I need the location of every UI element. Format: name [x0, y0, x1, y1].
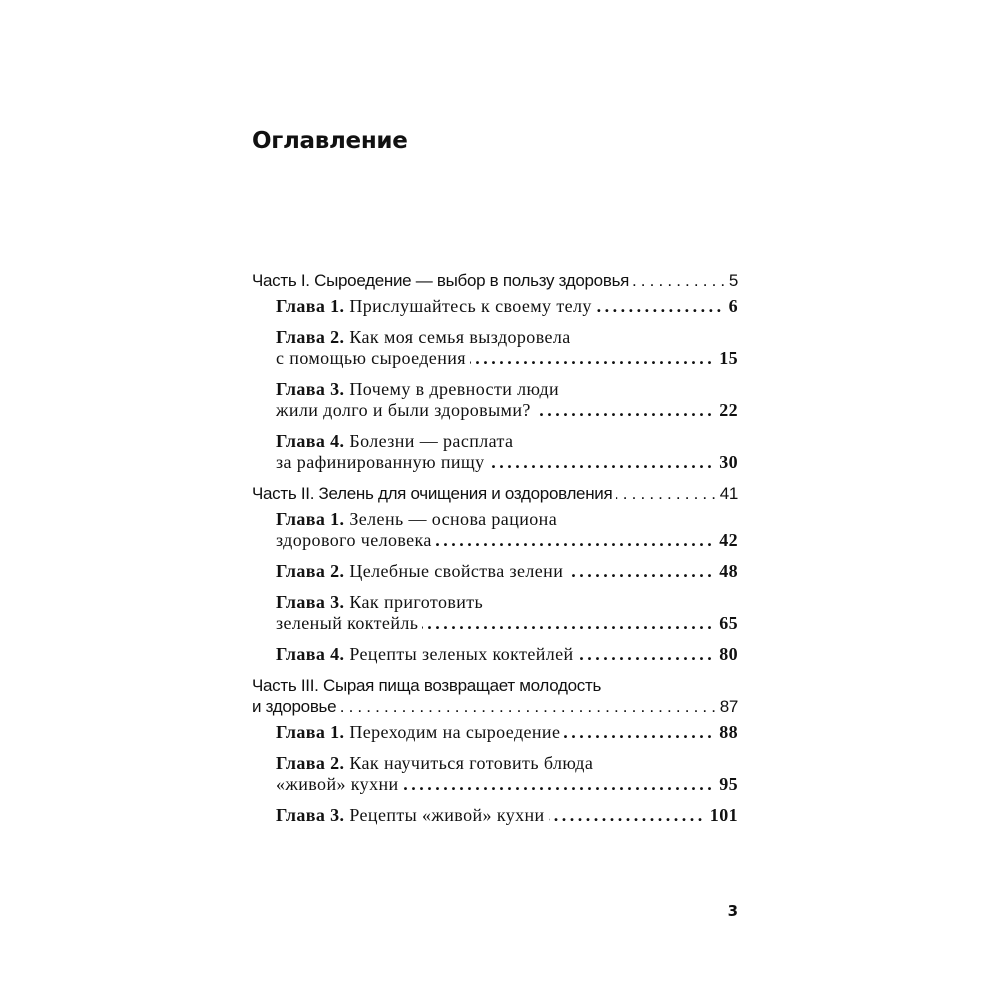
toc-chapter[interactable]: [252, 805, 738, 826]
chapter-title-cont: за рафинированную пищу: [276, 452, 485, 472]
chapter-number: Глава 3.: [276, 379, 345, 399]
table-of-contents: [252, 270, 738, 836]
toc-chapter[interactable]: [252, 561, 738, 582]
chapter-title-cont: зеленый коктейль: [276, 613, 419, 633]
page-ref: 80: [719, 644, 738, 664]
chapter-title: Прислушайтесь к своему телу: [349, 296, 592, 316]
page-ref: 101: [709, 805, 738, 825]
page-ref: 30: [719, 452, 738, 472]
chapter-number: Глава 1.: [276, 509, 345, 529]
chapter-title: Как научиться готовить блюда: [349, 753, 594, 773]
chapter-title: Рецепты зеленых коктейлей: [349, 644, 574, 664]
dot-leader: [629, 270, 729, 291]
dot-leader: [485, 452, 720, 473]
toc-part-3[interactable]: [252, 675, 738, 717]
dot-leader: [432, 530, 719, 551]
chapter-number: Глава 3.: [276, 805, 345, 825]
toc-chapter[interactable]: [252, 379, 738, 421]
page-ref: 42: [719, 530, 738, 550]
dot-leader: [560, 722, 719, 743]
part-title: Часть III. Сырая пища возвращает молодость: [252, 676, 602, 695]
dot-leader: [466, 348, 719, 369]
dot-leader: [592, 296, 729, 317]
toc-chapter[interactable]: [252, 509, 738, 551]
part-title: Часть I. Сыроедение — выбор в пользу здоровья: [252, 271, 630, 290]
page-ref: 88: [719, 722, 738, 742]
dot-leader: [612, 483, 719, 504]
toc-chapter[interactable]: [252, 644, 738, 665]
page-ref: 6: [728, 296, 738, 316]
chapter-title: Рецепты «живой» кухни: [349, 805, 545, 825]
chapter-title: Болезни — расплата: [349, 431, 514, 451]
toc-chapter[interactable]: [252, 753, 738, 795]
page-ref: 41: [719, 484, 738, 503]
page-ref: 95: [719, 774, 738, 794]
chapter-title-cont: с помощью сыроедения: [276, 348, 466, 368]
chapter-number: Глава 2.: [276, 327, 345, 347]
page-ref: 65: [719, 613, 738, 633]
chapter-title-cont: жили долго и были здоровыми?: [276, 400, 531, 420]
part-title-cont: и здоровье: [252, 697, 337, 716]
dot-leader: [574, 644, 720, 665]
dot-leader: [336, 696, 719, 717]
dot-leader: [563, 561, 719, 582]
chapter-title: Переходим на сыроедение: [349, 722, 561, 742]
chapter-title-cont: здорового человека: [276, 530, 432, 550]
toc-part-2[interactable]: [252, 483, 738, 504]
chapter-title: Зелень — основа рациона: [349, 509, 558, 529]
toc-chapter[interactable]: [252, 592, 738, 634]
page-ref: 48: [719, 561, 738, 581]
dot-leader: [545, 805, 710, 826]
toc-chapter[interactable]: [252, 722, 738, 743]
chapter-number: Глава 2.: [276, 561, 345, 581]
toc-chapter[interactable]: [252, 296, 738, 317]
chapter-number: Глава 4.: [276, 644, 345, 664]
toc-title: Оглавление: [252, 128, 408, 154]
chapter-number: Глава 1.: [276, 722, 345, 742]
dot-leader: [399, 774, 720, 795]
chapter-number: Глава 4.: [276, 431, 345, 451]
part-title: Часть II. Зелень для очищения и оздоровления: [252, 484, 613, 503]
toc-part-1[interactable]: [252, 270, 738, 291]
chapter-title-cont: «живой» кухни: [276, 774, 399, 794]
page-ref: 15: [719, 348, 738, 368]
dot-leader: [531, 400, 719, 421]
toc-chapter[interactable]: [252, 431, 738, 473]
chapter-number: Глава 3.: [276, 592, 345, 612]
chapter-number: Глава 1.: [276, 296, 345, 316]
chapter-title: Как приготовить: [349, 592, 484, 612]
toc-chapter[interactable]: [252, 327, 738, 369]
page-ref: 22: [719, 400, 738, 420]
chapter-number: Глава 2.: [276, 753, 345, 773]
page-ref: 5: [728, 271, 738, 290]
page-ref: 87: [719, 697, 738, 716]
chapter-title: Целебные свойства зелени: [349, 561, 564, 581]
chapter-title: Как моя семья выздоровела: [349, 327, 571, 347]
dot-leader: [418, 613, 719, 634]
chapter-title: Почему в древности люди: [349, 379, 560, 399]
page-number: 3: [727, 902, 738, 920]
